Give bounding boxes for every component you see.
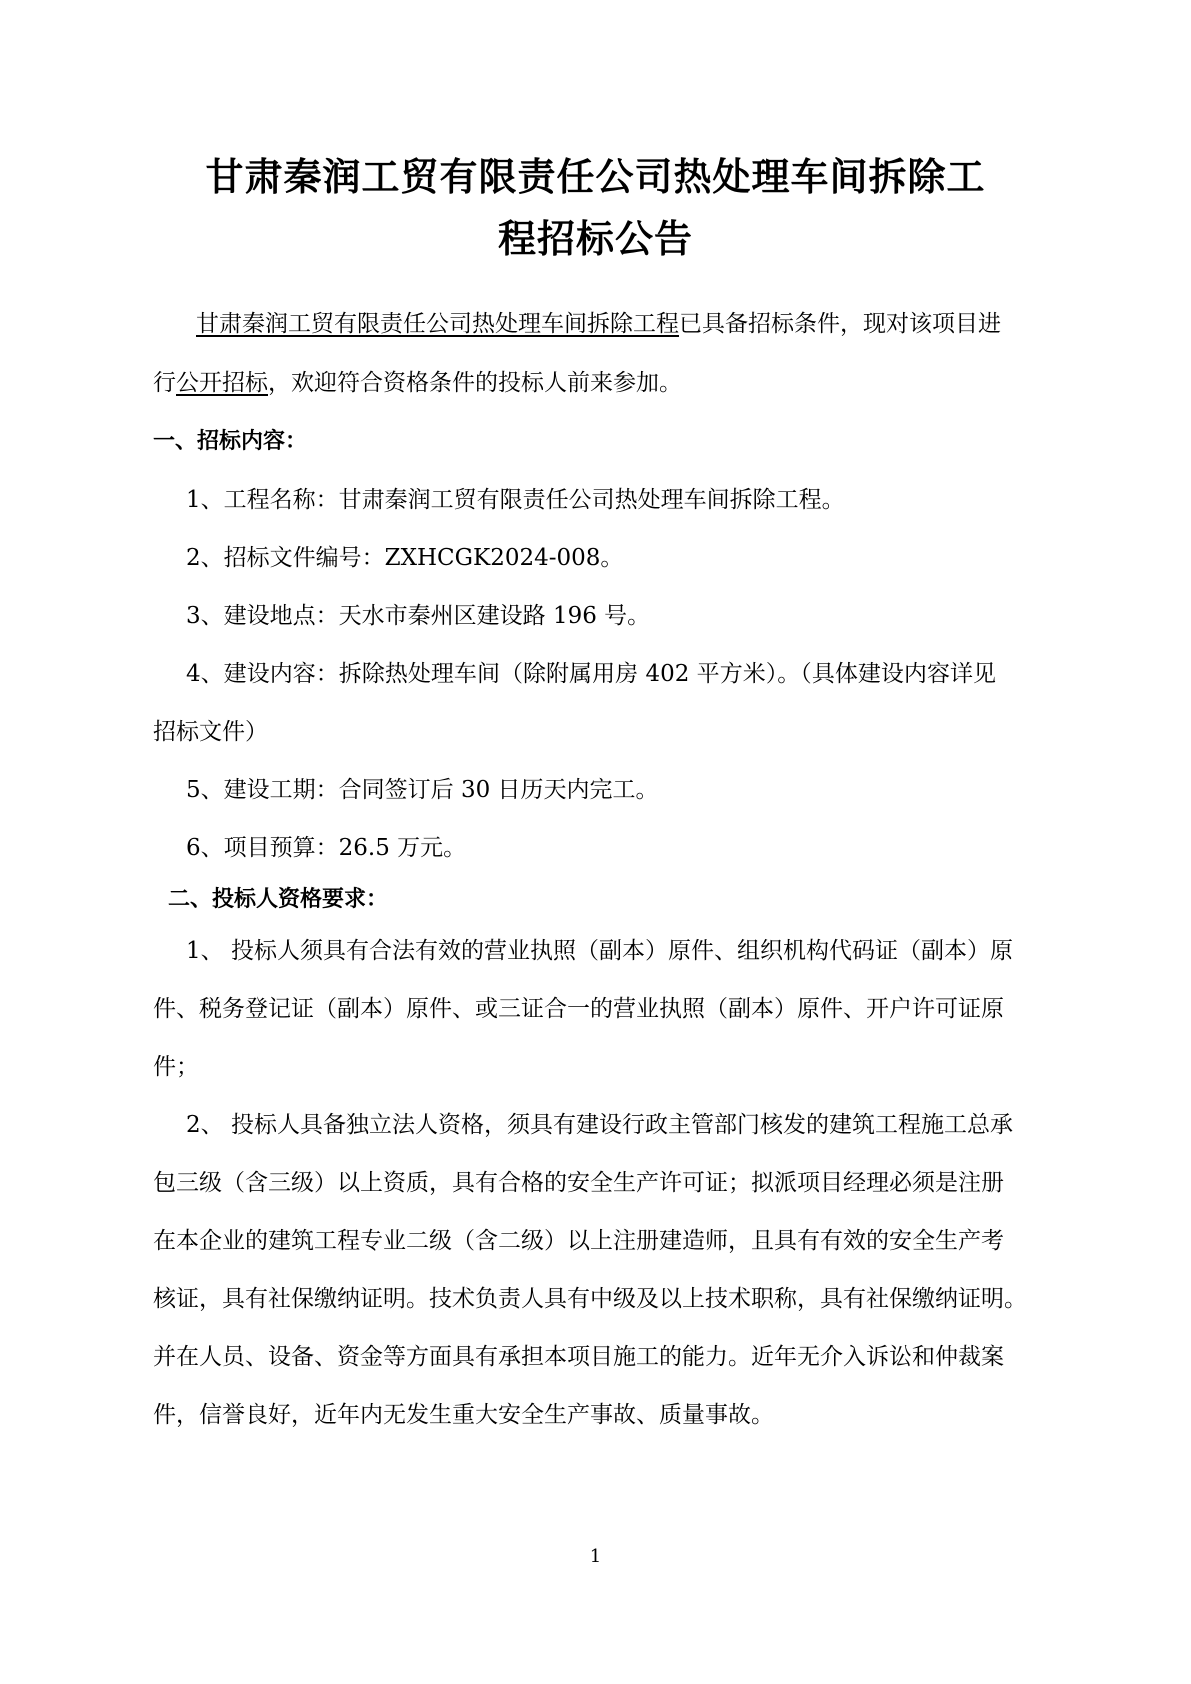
section-1-item-document-number: 2、招标文件编号：ZXHCGK2024-008。 [186,545,624,571]
project-name-underlined: 甘肃秦润工贸有限责任公司热处理车间拆除工程 [196,311,679,337]
intro-paragraph-line-1 [196,309,1001,339]
section-2-item-2-line-5: 并在人员、设备、资金等方面具有承担本项目施工的能力。近年无介入诉讼和仲裁案 [153,1344,1004,1370]
section-2-item-2-line-2: 包三级（含三级）以上资质，具有合格的安全生产许可证；拟派项目经理必须是注册 [153,1170,1004,1196]
section-2-heading: 二、投标人资格要求： [168,887,389,912]
section-2-item-1-line-2: 件、税务登记证（副本）原件、或三证合一的营业执照（副本）原件、开户许可证原 [153,996,1004,1022]
intro-line-2-start: 行 [153,370,176,396]
open-tender-underlined: 公开招标 [176,370,268,396]
document-title-line-1: 甘肃秦润工贸有限责任公司热处理车间拆除工 [205,155,986,199]
section-2-item-2-line-6: 件，信誉良好，近年内无发生重大安全生产事故、质量事故。 [153,1402,774,1428]
section-1-item-project-name: 1、工程名称：甘肃秦润工贸有限责任公司热处理车间拆除工程。 [186,487,845,513]
section-1-item-content: 4、建设内容：拆除热处理车间（除附属用房 402 平方米）。（具体建设内容详见 [186,661,996,687]
page-number: 1 [589,1546,602,1567]
section-2-item-1-line-3: 件； [153,1054,199,1080]
section-2-item-2-line-4: 核证，具有社保缴纳证明。技术负责人具有中级及以上技术职称，具有社保缴纳证明。 [153,1286,1027,1312]
intro-line-2-rest: ，欢迎符合资格条件的投标人前来参加。 [268,370,682,396]
section-1-item-location: 3、建设地点：天水市秦州区建设路 196 号。 [186,603,651,629]
section-2-item-2-line-1: 2、 投标人具备独立法人资格，须具有建设行政主管部门核发的建筑工程施工总承 [186,1112,1013,1138]
section-1-item-duration: 5、建设工期：合同签订后 30 日历天内完工。 [186,777,659,803]
section-2-item-2-line-3: 在本企业的建筑工程专业二级（含二级）以上注册建造师，且具有有效的安全生产考 [153,1228,1004,1254]
intro-line-1-rest: 已具备招标条件，现对该项目进 [679,311,1001,337]
section-1-item-content-cont: 招标文件） [153,719,268,745]
intro-paragraph-line-2 [153,368,682,398]
document-title-line-2: 程招标公告 [497,217,693,261]
section-1-item-budget: 6、项目预算：26.5 万元。 [186,835,467,861]
section-1-heading: 一、招标内容： [153,429,308,454]
section-2-item-1-line-1: 1、 投标人须具有合法有效的营业执照（副本）原件、组织机构代码证（副本）原 [186,938,1013,964]
